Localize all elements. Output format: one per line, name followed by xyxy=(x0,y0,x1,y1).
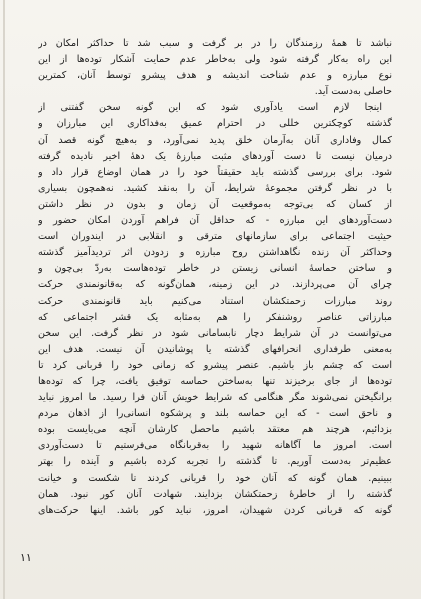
text-line: درمیان نیست تا دست آوردهای مثبت مبارزهٔ یک دههٔ اخیر نادیده گرفته xyxy=(38,150,392,162)
text-line: چرای آن می‌پردازند. در این زمینه، همان‌گونه که به‌قانونمندی حرکت xyxy=(38,279,392,291)
body-text xyxy=(38,36,392,519)
text-line: این راه به‌کار گرفته شود ولی به‌خاطر عدم حمایت آشکار توده‌ها از این xyxy=(38,54,392,66)
text-line: دست‌آوردهای این مبارزه - که حداقل آن فراهم آوردن امکان حضور و xyxy=(38,215,392,227)
text-line: از کسان که بی‌توجه به‌موقعیت آن زمان و بدون در نظر داشتن xyxy=(38,198,392,210)
text-line: گونه که قربانی کردن شهیدان، امروز، نباید کور باشد. اینها حرکت‌های xyxy=(38,504,392,516)
text-line: با در نظر گرفتن مجموعهٔ شرایط، آن را به‌نقد کشید. نه‌همچون بسیاری xyxy=(38,182,392,194)
text-line: برانگیختن نمی‌شوند مگر هنگامی که شرایط خویش آنان فرا رسید. ما امروز نباید xyxy=(38,392,392,404)
text-line: نوع مبارزه و عدم شناخت اندیشه و هدف پیشرو توسط آنان، کمترین xyxy=(38,70,392,82)
text-line: می‌توانست در آن شرایط دچار نابسامانی شود در نظر گرفت. این سخن xyxy=(38,327,392,339)
text-line: عظیم‌تر به‌دست آوریم. تا گذشته را تجربه کرده باشیم و آینده را بهتر xyxy=(38,456,392,468)
text-line: حیثیت اجتماعی برای سازمانهای مترقی و انقلابی در ایندوران است xyxy=(38,231,392,243)
text-line: حاصلی به‌دست آید. xyxy=(314,86,392,98)
text-line: به‌معنی طرفداری انحرافهای گذشته یا پوشانیدن آن نیست. هدف این xyxy=(38,343,392,355)
page-number: ۱۱ xyxy=(20,551,32,564)
text-line: گذشته را از خاطرهٔ زحمتکشان بزدایند. شهادت آنان کور نبود. همان xyxy=(38,488,392,500)
text-line: شود. برای بررسی گذشته باید حقیقتاً خود را در همان اوضاع قرار داد و xyxy=(38,166,392,178)
text-line: است که چشم باز باشیم. عنصر پیشرو که زمانی خود را قربانی کرد تا xyxy=(38,359,392,371)
text-line: است. امروز ما آگاهانه شهید را به‌قربانگاه می‌فرستیم تا دست‌آوردی xyxy=(38,440,392,452)
text-line: کمال وفاداری آنان به‌آرمان خلق پدید نمی‌آورد، و به‌هیچ گونه قصد آن xyxy=(38,134,392,146)
text-line: مبارزاتی عناصر روشنفکر را هم به‌مثابه یک قشر اجتماعی که xyxy=(38,311,392,323)
text-line: بزدائیم، هرچند هم معتقد باشیم ماحصل کارشان آنچه می‌بایست بوده xyxy=(38,424,392,436)
text-line: گذشته کوچکترین خللی در احترام عمیق به‌فداکاری این مبارزان و xyxy=(38,118,392,130)
text-line: و ناحق است - که این حماسه بلند و پرشکوه انسانی‌را از اذهان مردم xyxy=(38,408,392,420)
text-line: نباشد تا همهٔ رزمندگان را در بر گرفت و سبب شد تا حداکثر امکان در xyxy=(38,38,392,49)
text-line: ببینیم. همان گونه که آنان خود را قربانی کردند تا شکست و خیانت xyxy=(38,472,392,484)
text-line: روند مبارزات زحمتکشان استناد می‌کنیم باید قانونمندی حرکت xyxy=(38,295,392,307)
text-line: و ساختن حماسهٔ انسانی زیستن در خاطر توده‌هاست به‌ردّ بی‌چون و xyxy=(38,263,392,275)
text-line: توده‌ها از جای برخیزند تنها به‌ساختن حماسه توفیق یافت، چرا که توده‌ها xyxy=(38,375,392,387)
text-line: اینجا لازم است یادآوری شود که این گونه سخن گفتنی از xyxy=(38,102,382,114)
text-line: وحداکثر آن زنده نگاهداشتن روح مبارزه و زدودن اثر تردیدآمیز گذشته xyxy=(38,247,392,259)
